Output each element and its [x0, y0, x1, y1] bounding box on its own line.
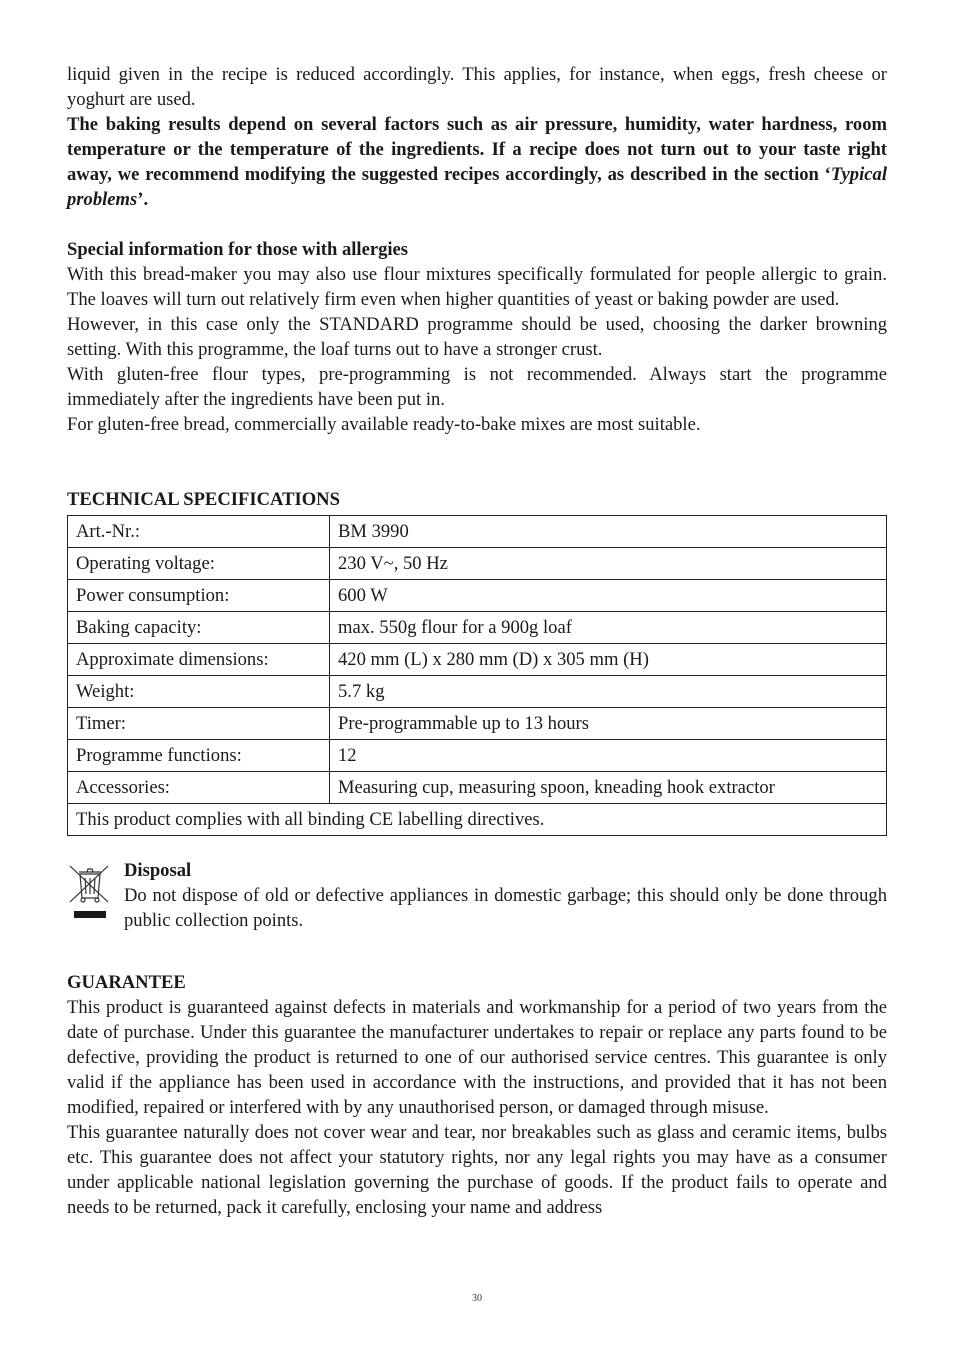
ce-compliance-note: This product complies with all binding CE labelling directives.: [68, 804, 887, 836]
table-row: [68, 804, 887, 836]
allergies-paragraph-4: For gluten-free bread, commercially available ready-to-bake mixes are most suitable.: [67, 414, 701, 435]
spec-value: BM 3990: [330, 516, 887, 548]
table-row: [68, 548, 887, 580]
spec-label: Approximate dimensions:: [68, 644, 330, 676]
baking-results-note: [67, 112, 887, 212]
disposal-text: Do not dispose of old or defective appliances in domestic garbage; this should only be done through public collection points.: [124, 885, 887, 931]
allergies-paragraph-2: However, in this case only the STANDARD programme should be used, choosing the darker browning setting. With this programme, the loaf turns out to have a stronger crust.: [67, 314, 887, 360]
specs-heading: TECHNICAL SPECIFICATIONS: [67, 489, 340, 510]
spec-value: 12: [330, 740, 887, 772]
allergies-paragraph-1: With this bread-maker you may also use flour mixtures specifically formulated for people allergic to grain. The loaves will turn out relatively firm even when higher quantities of yeast or baking powder are used.: [67, 264, 887, 310]
spec-label: Baking capacity:: [68, 612, 330, 644]
table-row: [68, 708, 887, 740]
spec-value: max. 550g flour for a 900g loaf: [330, 612, 887, 644]
page-number: 30: [472, 1293, 482, 1304]
crossed-out-wheelie-bin-icon: [67, 862, 113, 922]
spec-value: 420 mm (L) x 280 mm (D) x 305 mm (H): [330, 644, 887, 676]
spec-label: Accessories:: [68, 772, 330, 804]
spec-label: Timer:: [68, 708, 330, 740]
spec-label: Art.-Nr.:: [68, 516, 330, 548]
spec-value: Measuring cup, measuring spoon, kneading hook extractor: [330, 772, 887, 804]
guarantee-paragraph-2: This guarantee naturally does not cover wear and tear, nor breakables such as glass and ceramic items, bulbs etc. This guarantee does not affect your statutory rights, nor any legal rights you may have as a consumer under applicable national legislation governing the purchase of goods. If the product fails to operate and needs to be returned, pack it carefully, enclosing your name and address: [67, 1122, 887, 1218]
typical-problems-ref: Typical problems: [67, 164, 887, 210]
page-content: [67, 62, 887, 1220]
spec-value: 230 V~, 50 Hz: [330, 548, 887, 580]
guarantee-heading: GUARANTEE: [67, 972, 186, 993]
table-row: [68, 516, 887, 548]
spec-label: Weight:: [68, 676, 330, 708]
spec-label: Power consumption:: [68, 580, 330, 612]
spec-value: 600 W: [330, 580, 887, 612]
allergies-heading: Special information for those with allergies: [67, 239, 409, 260]
table-row: [68, 772, 887, 804]
spec-value: Pre-programmable up to 13 hours: [330, 708, 887, 740]
disposal-heading: Disposal: [124, 860, 192, 881]
intro-paragraph: liquid given in the recipe is reduced accordingly. This applies, for instance, when eggs, fresh cheese or yoghurt are used.: [67, 64, 887, 110]
table-row: [68, 676, 887, 708]
spec-label: Operating voltage:: [68, 548, 330, 580]
spec-label: Programme functions:: [68, 740, 330, 772]
allergies-paragraph-3: With gluten-free flour types, pre-programming is not recommended. Always start the programme immediately after the ingredients have been put in.: [67, 364, 887, 410]
guarantee-paragraph-1: This product is guaranteed against defects in materials and workmanship for a period of two years from the date of purchase. Under this guarantee the manufacturer undertakes to repair or replace any parts found to be defective, providing the product is returned to one of our authorised service centres. This guarantee is only valid if the appliance has been used in accordance with the instructions, and provided that it has not been modified, repaired or interfered with by any unauthorised person, or damaged through misuse.: [67, 997, 887, 1118]
table-row: [68, 740, 887, 772]
disposal-section: [67, 858, 887, 933]
specs-table: [67, 515, 887, 836]
baking-results-text: The baking results depend on several factors such as air pressure, humidity, water hardness, room temperature or the temperature of the ingredients. If a recipe does not turn out to your taste right away, we recommend modifying the suggested recipes accordingly, as described in the section ‘: [67, 114, 887, 185]
spec-value: 5.7 kg: [330, 676, 887, 708]
table-row: [68, 612, 887, 644]
table-row: [68, 644, 887, 676]
baking-results-end: ’.: [137, 189, 149, 210]
table-row: [68, 580, 887, 612]
